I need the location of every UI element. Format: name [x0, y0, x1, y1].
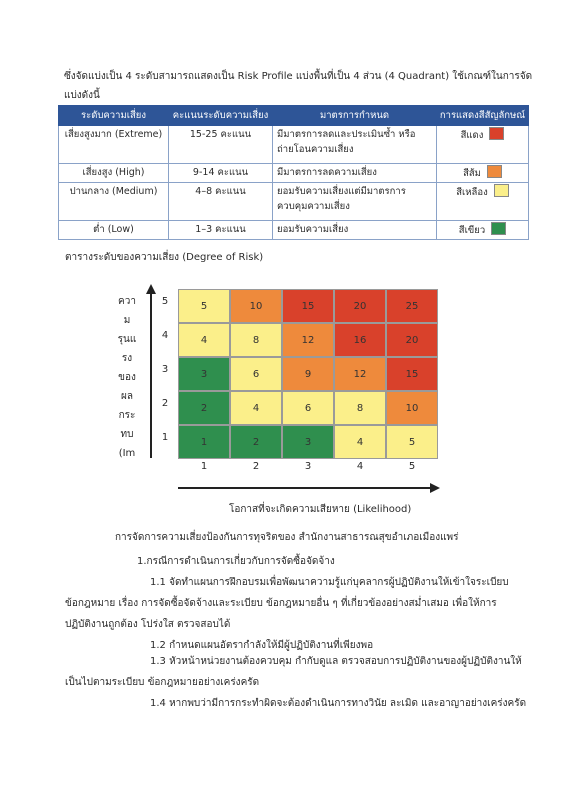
risk-table-header-row [59, 106, 529, 126]
matrix-cell: 10 [386, 391, 438, 425]
header-risk-level: ระดับความเสี่ยง [59, 106, 169, 126]
color-name: สีเขียว [458, 225, 486, 236]
item-1-4: 1.4 หากพบว่ามีการกระทำผิดจะต้องดำเนินการทางวินัย ละเมิด และอาญาอย่างเคร่งครัด [150, 698, 527, 709]
item-1-1-line-1: 1.1 จัดทำแผนการฝึกอบรมเพื่อพัฒนาความรู้แก่บุคลากรผู้ปฏิบัติงานให้เข้าใจระเบียบ [150, 577, 509, 588]
color-cell [437, 183, 529, 221]
yellow-swatch [494, 184, 509, 197]
item-1-1-line-3: ปฏิบัติงานถูกต้อง โปร่งใส ตรวจสอบได้ [65, 619, 231, 630]
header-measure: มาตรการกำหนด [273, 106, 437, 126]
risk-score-cell: 9-14 คะแนน [169, 164, 273, 183]
matrix-cell: 12 [282, 323, 334, 357]
matrix-cell: 20 [386, 323, 438, 357]
x-axis-arrow [178, 482, 440, 494]
matrix-cell: 6 [230, 357, 282, 391]
matrix-cell: 9 [282, 357, 334, 391]
matrix-cell: 3 [178, 357, 230, 391]
matrix-cell: 2 [178, 391, 230, 425]
y-ticks [158, 289, 172, 459]
y-label-line: ผล [121, 391, 133, 402]
matrix-title: ตารางระดับของความเสี่ยง (Degree of Risk) [65, 252, 264, 263]
y-label-line: ทบ [120, 429, 134, 440]
matrix-cell: 5 [178, 289, 230, 323]
x-tick-label: 1 [200, 461, 208, 472]
matrix-cell: 4 [178, 323, 230, 357]
header-color-symbol: การแสดงสีสัญลักษณ์ [437, 106, 529, 126]
matrix-cell: 8 [230, 323, 282, 357]
color-name: สีแดง [460, 130, 484, 141]
item-1-2: 1.2 กำหนดแผนอัตรากำลังให้มีผู้ปฏิบัติงานที่เพียงพอ [150, 640, 374, 651]
x-tick-label: 2 [252, 461, 260, 472]
color-cell [437, 221, 529, 240]
intro-paragraph: ซึ่งจัดแบ่งเป็น 4 ระดับสามารถแสดงเป็น Risk Profile แบ่งพื้นที่เป็น 4 ส่วน (4 Quadrant) ใช้เกณฑ์ในการจัดแบ่งดังนี้ [64, 71, 533, 101]
x-axis-label: โอกาสที่จะเกิดความเสียหาย (Likelihood) [229, 504, 412, 515]
header-risk-score: คะแนนระดับความเสี่ยง [169, 106, 273, 126]
item-1-3-line-2: เป็นไปตามระเบียบ ข้อกฎหมายอย่างเคร่งครัด [65, 677, 260, 688]
matrix-cell: 1 [178, 425, 230, 459]
measure-cell: มีมาตรการลดความเสี่ยง [273, 164, 437, 183]
risk-score-cell: 15-25 คะแนน [169, 126, 273, 164]
matrix-cell: 4 [230, 391, 282, 425]
color-name: สีส้ม [463, 168, 481, 179]
matrix-cell: 15 [386, 357, 438, 391]
risk-level-cell: ปานกลาง (Medium) [59, 183, 169, 221]
matrix-cell: 12 [334, 357, 386, 391]
y-tick-label: 4 [161, 330, 169, 341]
y-label-line: ควา [118, 296, 136, 307]
color-cell [437, 126, 529, 164]
risk-level-table [58, 105, 529, 240]
x-tick-label: 3 [304, 461, 312, 472]
risk-score-cell: 1–3 คะแนน [169, 221, 273, 240]
y-label-line: รง [121, 353, 133, 364]
section-title: การจัดการความเสี่ยงป้องกันการทุจริตของ สำนักงานสาธารณสุขอำเภอเมืองแพร่ [115, 532, 459, 543]
risk-level-cell: เสี่ยงสูง (High) [59, 164, 169, 183]
matrix-cell: 2 [230, 425, 282, 459]
risk-level-cell: ต่ำ (Low) [59, 221, 169, 240]
matrix-cell: 8 [334, 391, 386, 425]
matrix-cell: 4 [334, 425, 386, 459]
table-row [59, 183, 529, 221]
y-tick-label: 2 [161, 398, 169, 409]
measure-cell: ยอมรับความเสี่ยง [273, 221, 437, 240]
y-tick-label: 3 [161, 364, 169, 375]
matrix-cell: 5 [386, 425, 438, 459]
y-label-line: ม [123, 315, 131, 326]
matrix-cell: 6 [282, 391, 334, 425]
measure-cell: มีมาตรการลดและประเมินซ้ำ หรือถ่ายโอนความเสี่ยง [273, 126, 437, 164]
measure-cell: ยอมรับความเสี่ยงแต่มีมาตรการ ควบคุมความเสี่ยง [273, 183, 437, 221]
y-label-line: ของ [118, 372, 136, 383]
color-name: สีเหลือง [456, 187, 488, 198]
x-tick-label: 4 [356, 461, 364, 472]
matrix-cell: 25 [386, 289, 438, 323]
item-1-3-line-1: 1.3 หัวหน้าหน่วยงานต้องควบคุม กำกับดูแล ตรวจสอบการปฏิบัติงานของผู้ปฏิบัติงานให้ [150, 656, 522, 667]
risk-matrix-grid [178, 289, 438, 459]
matrix-cell: 20 [334, 289, 386, 323]
matrix-cell: 16 [334, 323, 386, 357]
matrix-cell: 15 [282, 289, 334, 323]
y-label-line: (Im [118, 448, 136, 459]
table-row [59, 126, 529, 164]
y-tick-label: 5 [161, 296, 169, 307]
risk-level-cell: เสี่ยงสูงมาก (Extreme) [59, 126, 169, 164]
y-axis-label [116, 294, 138, 461]
orange-swatch [487, 165, 502, 178]
table-row [59, 221, 529, 240]
x-ticks [178, 460, 438, 474]
item-1-1-line-2: ข้อกฎหมาย เรื่อง การจัดซื้อจัดจ้างและระเบียบ ข้อกฎหมายอื่น ๆ ที่เกี่ยวข้องอย่างสม่ำเสมอ เพื่อให้การ [65, 598, 497, 609]
y-label-line: รุนแ [117, 334, 137, 345]
matrix-cell: 3 [282, 425, 334, 459]
matrix-cell: 10 [230, 289, 282, 323]
x-tick-label: 5 [408, 461, 416, 472]
y-tick-label: 1 [161, 432, 169, 443]
item-1: 1.กรณีการดำเนินการเกี่ยวกับการจัดซื้อจัดจ้าง [137, 556, 335, 567]
risk-score-cell: 4–8 คะแนน [169, 183, 273, 221]
y-label-line: กระ [118, 410, 136, 421]
red-swatch [489, 127, 504, 140]
color-cell [437, 164, 529, 183]
green-swatch [491, 222, 506, 235]
y-axis-arrow [145, 284, 157, 460]
table-row [59, 164, 529, 183]
